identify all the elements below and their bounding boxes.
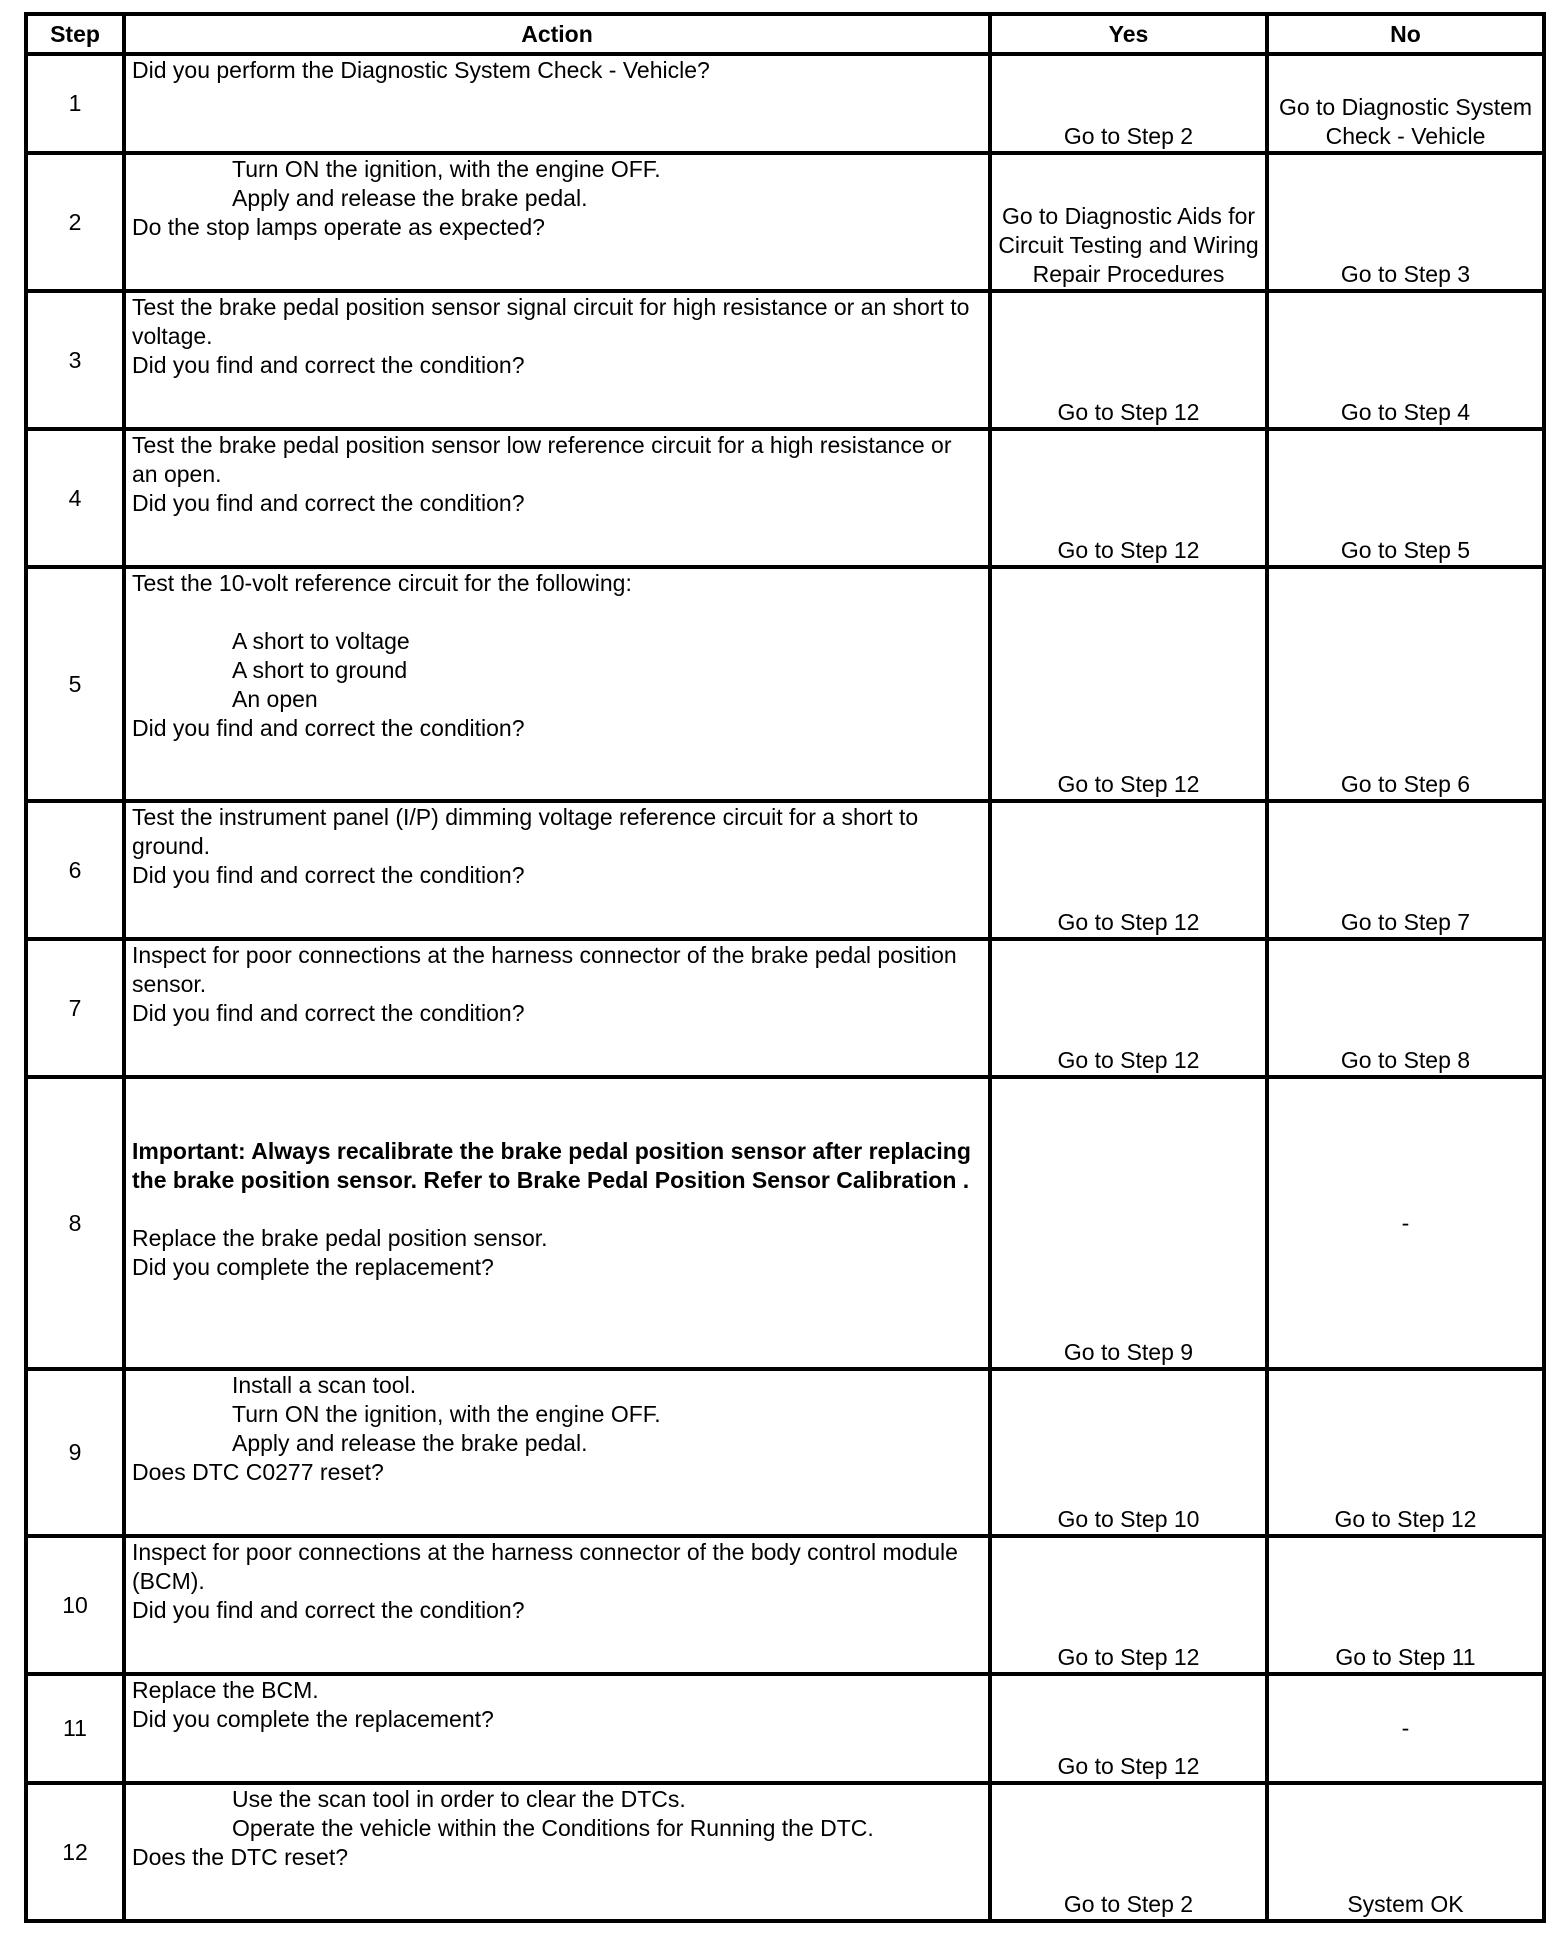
no-cell: - bbox=[1267, 1077, 1544, 1369]
no-cell: Go to Step 5 bbox=[1267, 429, 1544, 567]
action-substep: A short to voltage bbox=[232, 628, 410, 654]
diagnostic-table bbox=[24, 12, 1546, 1923]
action-text: Replace the BCM. bbox=[132, 1677, 319, 1703]
action-cell bbox=[124, 1536, 990, 1674]
no-cell: - bbox=[1267, 1674, 1544, 1783]
step-number: 12 bbox=[26, 1783, 124, 1921]
action-cell bbox=[124, 429, 990, 567]
action-cell bbox=[124, 1077, 990, 1369]
action-substep: Turn ON the ignition, with the engine OFF. bbox=[232, 156, 661, 182]
yes-cell: Go to Step 12 bbox=[990, 567, 1267, 801]
action-text: Replace the brake pedal position sensor. bbox=[132, 1225, 548, 1251]
step-number: 9 bbox=[26, 1369, 124, 1536]
action-text: Test the brake pedal position sensor low reference circuit for a high resistance or an open. bbox=[132, 432, 952, 487]
no-cell: Go to Diagnostic System Check - Vehicle bbox=[1267, 54, 1544, 153]
action-cell bbox=[124, 1369, 990, 1536]
yes-cell: Go to Step 9 bbox=[990, 1077, 1267, 1369]
step-number: 1 bbox=[26, 54, 124, 153]
action-cell bbox=[124, 567, 990, 801]
table-row bbox=[26, 939, 1544, 1077]
yes-cell: Go to Step 10 bbox=[990, 1369, 1267, 1536]
yes-cell: Go to Diagnostic Aids for Circuit Testing and Wiring Repair Procedures bbox=[990, 153, 1267, 291]
action-substep: Operate the vehicle within the Conditions for Running the DTC. bbox=[232, 1815, 874, 1841]
header-no: No bbox=[1267, 14, 1544, 54]
no-cell: Go to Step 4 bbox=[1267, 291, 1544, 429]
action-text: Test the instrument panel (I/P) dimming voltage reference circuit for a short to ground. bbox=[132, 804, 919, 859]
no-cell: System OK bbox=[1267, 1783, 1544, 1921]
action-cell bbox=[124, 54, 990, 153]
step-number: 10 bbox=[26, 1536, 124, 1674]
action-substep: Use the scan tool in order to clear the DTCs. bbox=[232, 1786, 686, 1812]
action-question: Did you complete the replacement? bbox=[132, 1706, 494, 1732]
action-question: Does DTC C0277 reset? bbox=[132, 1459, 384, 1485]
action-question: Did you find and correct the condition? bbox=[132, 862, 525, 888]
action-cell bbox=[124, 939, 990, 1077]
step-number: 3 bbox=[26, 291, 124, 429]
action-text: Did you perform the Diagnostic System Check - Vehicle? bbox=[132, 57, 710, 83]
step-number: 8 bbox=[26, 1077, 124, 1369]
yes-cell: Go to Step 12 bbox=[990, 939, 1267, 1077]
action-substep: An open bbox=[232, 686, 318, 712]
no-cell: Go to Step 7 bbox=[1267, 801, 1544, 939]
table-row bbox=[26, 54, 1544, 153]
table-row bbox=[26, 1369, 1544, 1536]
action-text: Inspect for poor connections at the harness connector of the body control module (BCM). bbox=[132, 1539, 958, 1594]
table-row bbox=[26, 291, 1544, 429]
important-note: Important: Always recalibrate the brake pedal position sensor after replacing the brake position sensor. Refer to Brake Pedal Position Sensor Calibration . bbox=[132, 1138, 971, 1193]
action-cell bbox=[124, 153, 990, 291]
no-cell: Go to Step 3 bbox=[1267, 153, 1544, 291]
table-row bbox=[26, 567, 1544, 801]
action-cell bbox=[124, 1674, 990, 1783]
header-yes: Yes bbox=[990, 14, 1267, 54]
no-cell: Go to Step 12 bbox=[1267, 1369, 1544, 1536]
yes-cell: Go to Step 12 bbox=[990, 801, 1267, 939]
yes-cell: Go to Step 2 bbox=[990, 54, 1267, 153]
no-cell: Go to Step 8 bbox=[1267, 939, 1544, 1077]
table-header-row bbox=[26, 14, 1544, 54]
action-substep: A short to ground bbox=[232, 657, 408, 683]
action-substep: Apply and release the brake pedal. bbox=[232, 1430, 588, 1456]
action-substep: Install a scan tool. bbox=[232, 1372, 417, 1398]
table-row bbox=[26, 429, 1544, 567]
diagnostic-table-container bbox=[24, 12, 1546, 1923]
step-number: 11 bbox=[26, 1674, 124, 1783]
step-number: 5 bbox=[26, 567, 124, 801]
step-number: 2 bbox=[26, 153, 124, 291]
no-cell: Go to Step 11 bbox=[1267, 1536, 1544, 1674]
action-text: Test the brake pedal position sensor signal circuit for high resistance or an short to voltage. bbox=[132, 294, 970, 349]
table-row bbox=[26, 1783, 1544, 1921]
step-number: 6 bbox=[26, 801, 124, 939]
action-question: Did you complete the replacement? bbox=[132, 1254, 494, 1280]
action-cell bbox=[124, 1783, 990, 1921]
header-step: Step bbox=[26, 14, 124, 54]
action-substep: Apply and release the brake pedal. bbox=[232, 185, 588, 211]
table-row bbox=[26, 153, 1544, 291]
table-row bbox=[26, 801, 1544, 939]
action-question: Do the stop lamps operate as expected? bbox=[132, 214, 545, 240]
action-question: Did you find and correct the condition? bbox=[132, 715, 525, 741]
header-action: Action bbox=[124, 14, 990, 54]
yes-cell: Go to Step 2 bbox=[990, 1783, 1267, 1921]
yes-cell: Go to Step 12 bbox=[990, 291, 1267, 429]
yes-cell: Go to Step 12 bbox=[990, 1674, 1267, 1783]
action-cell bbox=[124, 801, 990, 939]
action-question: Did you find and correct the condition? bbox=[132, 1000, 525, 1026]
action-question: Did you find and correct the condition? bbox=[132, 1597, 525, 1623]
yes-cell: Go to Step 12 bbox=[990, 429, 1267, 567]
action-text: Test the 10-volt reference circuit for the following: bbox=[132, 570, 632, 596]
table-row bbox=[26, 1536, 1544, 1674]
action-substep: Turn ON the ignition, with the engine OFF. bbox=[232, 1401, 661, 1427]
no-cell: Go to Step 6 bbox=[1267, 567, 1544, 801]
action-question: Does the DTC reset? bbox=[132, 1844, 349, 1870]
table-row bbox=[26, 1674, 1544, 1783]
action-text: Inspect for poor connections at the harness connector of the brake pedal position sensor. bbox=[132, 942, 957, 997]
step-number: 4 bbox=[26, 429, 124, 567]
action-cell bbox=[124, 291, 990, 429]
table-row bbox=[26, 1077, 1544, 1369]
step-number: 7 bbox=[26, 939, 124, 1077]
action-question: Did you find and correct the condition? bbox=[132, 490, 525, 516]
yes-cell: Go to Step 12 bbox=[990, 1536, 1267, 1674]
action-question: Did you find and correct the condition? bbox=[132, 352, 525, 378]
